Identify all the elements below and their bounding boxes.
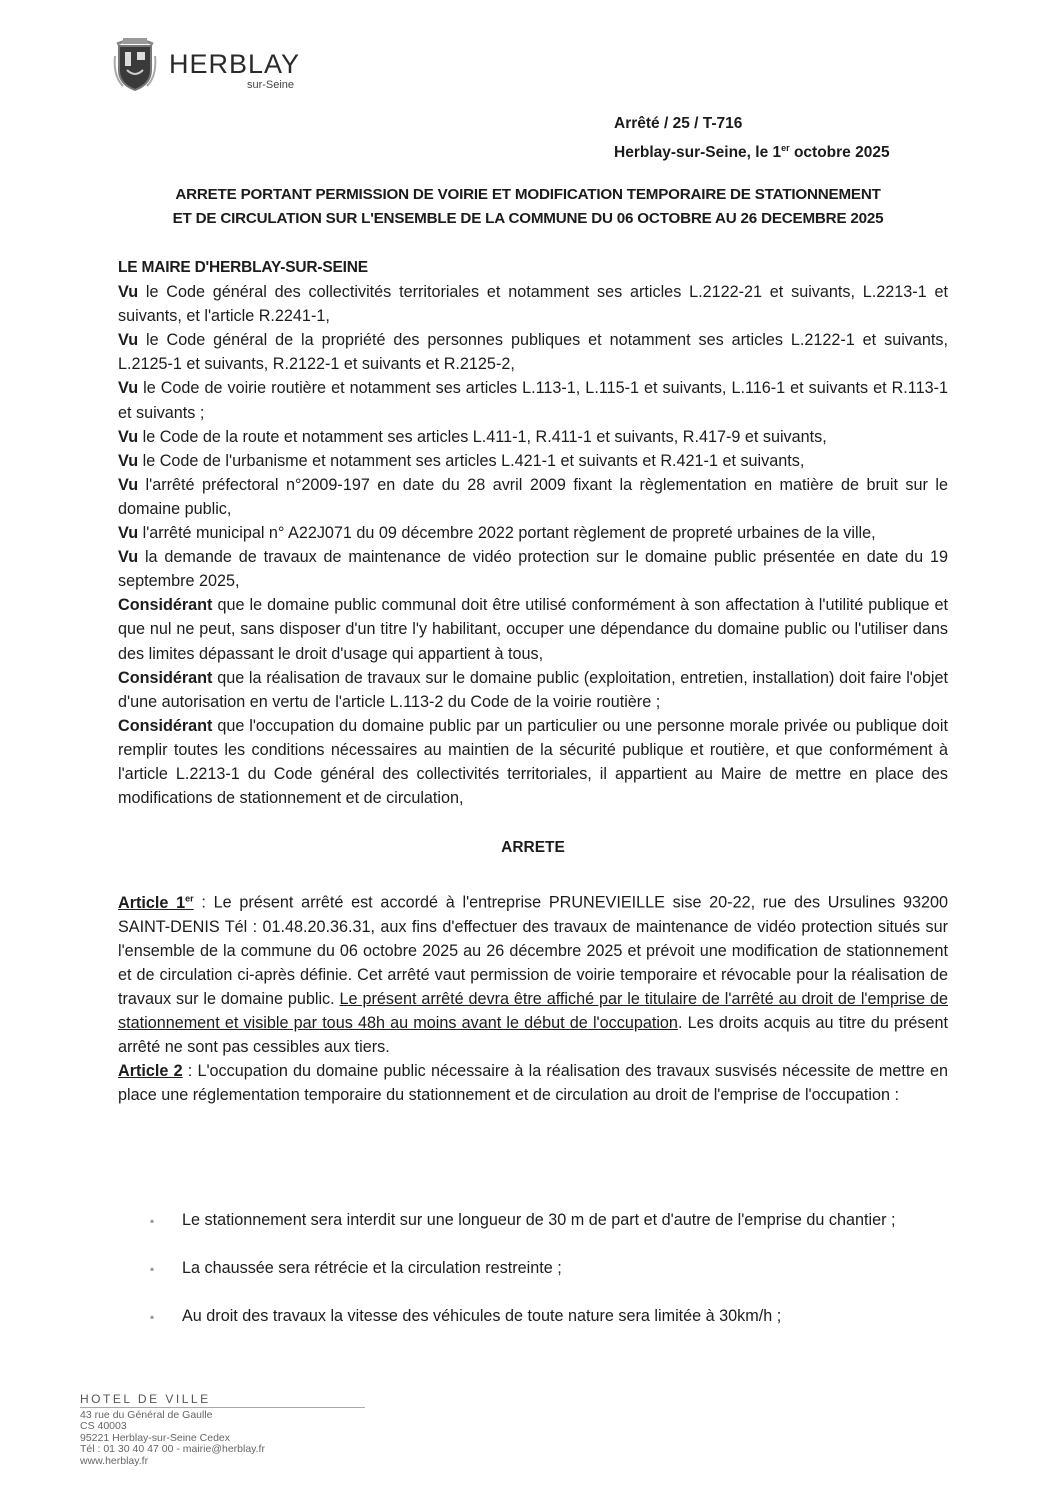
- footer-contact[interactable]: Tél : 01 30 40 47 00 - mairie@herblay.fr: [80, 1443, 265, 1455]
- recital-item: Vu le Code de la route et notamment ses articles L.411-1, R.411-1 et suivants, R.417-9 et suivants,: [118, 427, 827, 446]
- arrete-heading: ARRETE: [501, 839, 565, 857]
- measure-item: ▪ Au droit des travaux la vitesse des véhicules de toute nature sera limitée à 30km/h ;: [150, 1304, 948, 1329]
- recital-item: Considérant que le domaine public communal doit être utilisé conformément à son affectation à l'utilité publique et que nul ne peut, sans disposer d'un titre l'y habilitant, occuper une dépendance du domaine public ou l'utiliser dans des limites dépassant le droit d'usage qui appartient à tous,: [118, 596, 948, 663]
- measure-item: ▪ La chaussée sera rétrécie et la circulation restreinte ;: [150, 1256, 948, 1281]
- herblay-logo: [113, 36, 300, 92]
- recital-item: Considérant que l'occupation du domaine public par un particulier ou une personne morale privée ou publique doit remplir toutes les conditions nécessaires au maintien de la sécurité publique et routière, et que conformément à l'article L.2213-1 du Code général des collectivités territoriales, il appartient au Maire de mettre en place des modifications de stationnement et de circulation,: [118, 716, 948, 808]
- recital-lead: Vu: [118, 331, 139, 350]
- decree-title: [118, 183, 938, 231]
- bullet-icon: ▪: [150, 1310, 155, 1324]
- recital-item: Vu le Code de l'urbanisme et notamment ses articles L.421-1 et suivants et R.421-1 et suivants,: [118, 451, 805, 470]
- decree-body: [118, 256, 948, 1107]
- bullet-icon: ▪: [150, 1214, 155, 1228]
- article-1: Article 1er : Le présent arrêté est accordé à l'entreprise PRUNEVIEILLE sise 20-22, rue des Ursulines 93200 SAINT-DENIS Tél : 01.48.20.36.31, aux fins d'effectuer des travaux de maintenance de vidéo protection situés sur l'ensemble de la commune du 06 octobre 2025 au 26 décembre 2025 et prévoit une modification de stationnement et de circulation ci-après définie. Cet arrêté vaut permission de voirie temporaire et révocable pour la réalisation de travaux sur le domaine public. Le présent arrêté devra être affiché par le titulaire de l'arrêté au droit de l'emprise de stationnement et visible par tous 48h au moins avant le début de l'occupation. Les droits acquis au titre du présent arrêté ne sont pas cessibles aux tiers.: [118, 893, 948, 1057]
- footer-address-line: 95221 Herblay-sur-Seine Cedex: [80, 1431, 230, 1444]
- article-1-label: Article 1er: [118, 893, 194, 912]
- decree-reference: [614, 112, 890, 165]
- recital-item: Vu la demande de travaux de maintenance de vidéo protection sur le domaine public présentée en date du 19 septembre 2025,: [118, 548, 948, 591]
- measures-list: [150, 1208, 948, 1352]
- recital-lead: Vu: [118, 475, 139, 494]
- recital-item: Vu le Code général des collectivités territoriales et notamment ses articles L.2122-21 et suivants, L.2213-1 et suivants, et l'article R.2241-1,: [118, 283, 948, 326]
- recital-item: Vu l'arrêté municipal n° A22J071 du 09 décembre 2022 portant règlement de propreté urbaines de la ville,: [118, 524, 876, 543]
- decree-number: Arrêté / 25 / T-716: [614, 115, 743, 132]
- footer-title: HOTEL DE VILLE: [80, 1394, 365, 1408]
- footer-address-line: 43 rue du Général de Gaulle: [80, 1408, 213, 1421]
- title-line-1: ARRETE PORTANT PERMISSION DE VOIRIE ET MODIFICATION TEMPORAIRE DE STATIONNEMENT: [175, 186, 881, 203]
- title-line-2: ET DE CIRCULATION SUR L'ENSEMBLE DE LA COMMUNE DU 06 OCTOBRE AU 26 DECEMBRE 2025: [172, 210, 884, 227]
- recital-lead: Vu: [118, 451, 139, 470]
- authority-heading: LE MAIRE D'HERBLAY-SUR-SEINE: [118, 259, 368, 276]
- recital-lead: Vu: [118, 548, 139, 567]
- recital-lead: Vu: [118, 427, 139, 446]
- measure-item: ▪ Le stationnement sera interdit sur une longueur de 30 m de part et d'autre de l'emprise du chantier ;: [150, 1208, 948, 1233]
- recital-lead: Vu: [118, 379, 139, 398]
- recital-lead: Considérant: [118, 596, 213, 615]
- recital-lead: Considérant: [118, 716, 213, 735]
- recital-lead: Considérant: [118, 668, 213, 687]
- posting-requirement: Le présent arrêté devra être affiché par le titulaire de l'arrêté au droit de l'emprise de stationnement et visible par tous 48h au moins avant le début de l'occupation: [118, 990, 948, 1033]
- recital-item: Considérant que la réalisation de travaux sur le domaine public (exploitation, entretien, installation) doit faire l'objet d'une autorisation en vertu de l'article L.113-2 du Code de la voirie routière ;: [118, 668, 948, 711]
- recitals-list: [118, 280, 948, 810]
- recital-item: Vu le Code de voirie routière et notamment ses articles L.113-1, L.115-1 et suivants, L.116-1 et suivants et R.113-1 et suivants ;: [118, 379, 948, 422]
- footer-address: [80, 1394, 370, 1467]
- logo-subtitle: sur-Seine: [246, 79, 295, 91]
- article-2-label: Article 2: [118, 1062, 183, 1081]
- bullet-icon: ▪: [150, 1262, 155, 1276]
- recital-item: Vu le Code général de la propriété des personnes publiques et notamment ses articles L.2122-1 et suivants, L.2125-1 et suivants, R.2122-1 et suivants et R.2125-2,: [118, 331, 948, 374]
- city-crest-icon: [113, 36, 157, 92]
- recital-lead: Vu: [118, 283, 139, 302]
- recital-item: Vu l'arrêté préfectoral n°2009-197 en date du 28 avril 2009 fixant la règlementation en matière de bruit sur le domaine public,: [118, 475, 948, 518]
- place-date: Herblay-sur-Seine, le 1er octobre 2025: [614, 143, 890, 162]
- recital-lead: Vu: [118, 524, 139, 543]
- footer-website-link[interactable]: www.herblay.fr: [80, 1454, 149, 1467]
- logo-name: HERBLAY: [169, 49, 301, 79]
- article-2: Article 2 : L'occupation du domaine public nécessaire à la réalisation des travaux susvisés nécessite de mettre en place une réglementation temporaire du stationnement et de circulation au droit de l'emprise de l'occupation :: [118, 1062, 948, 1105]
- footer-address-line: CS 40003: [80, 1420, 127, 1432]
